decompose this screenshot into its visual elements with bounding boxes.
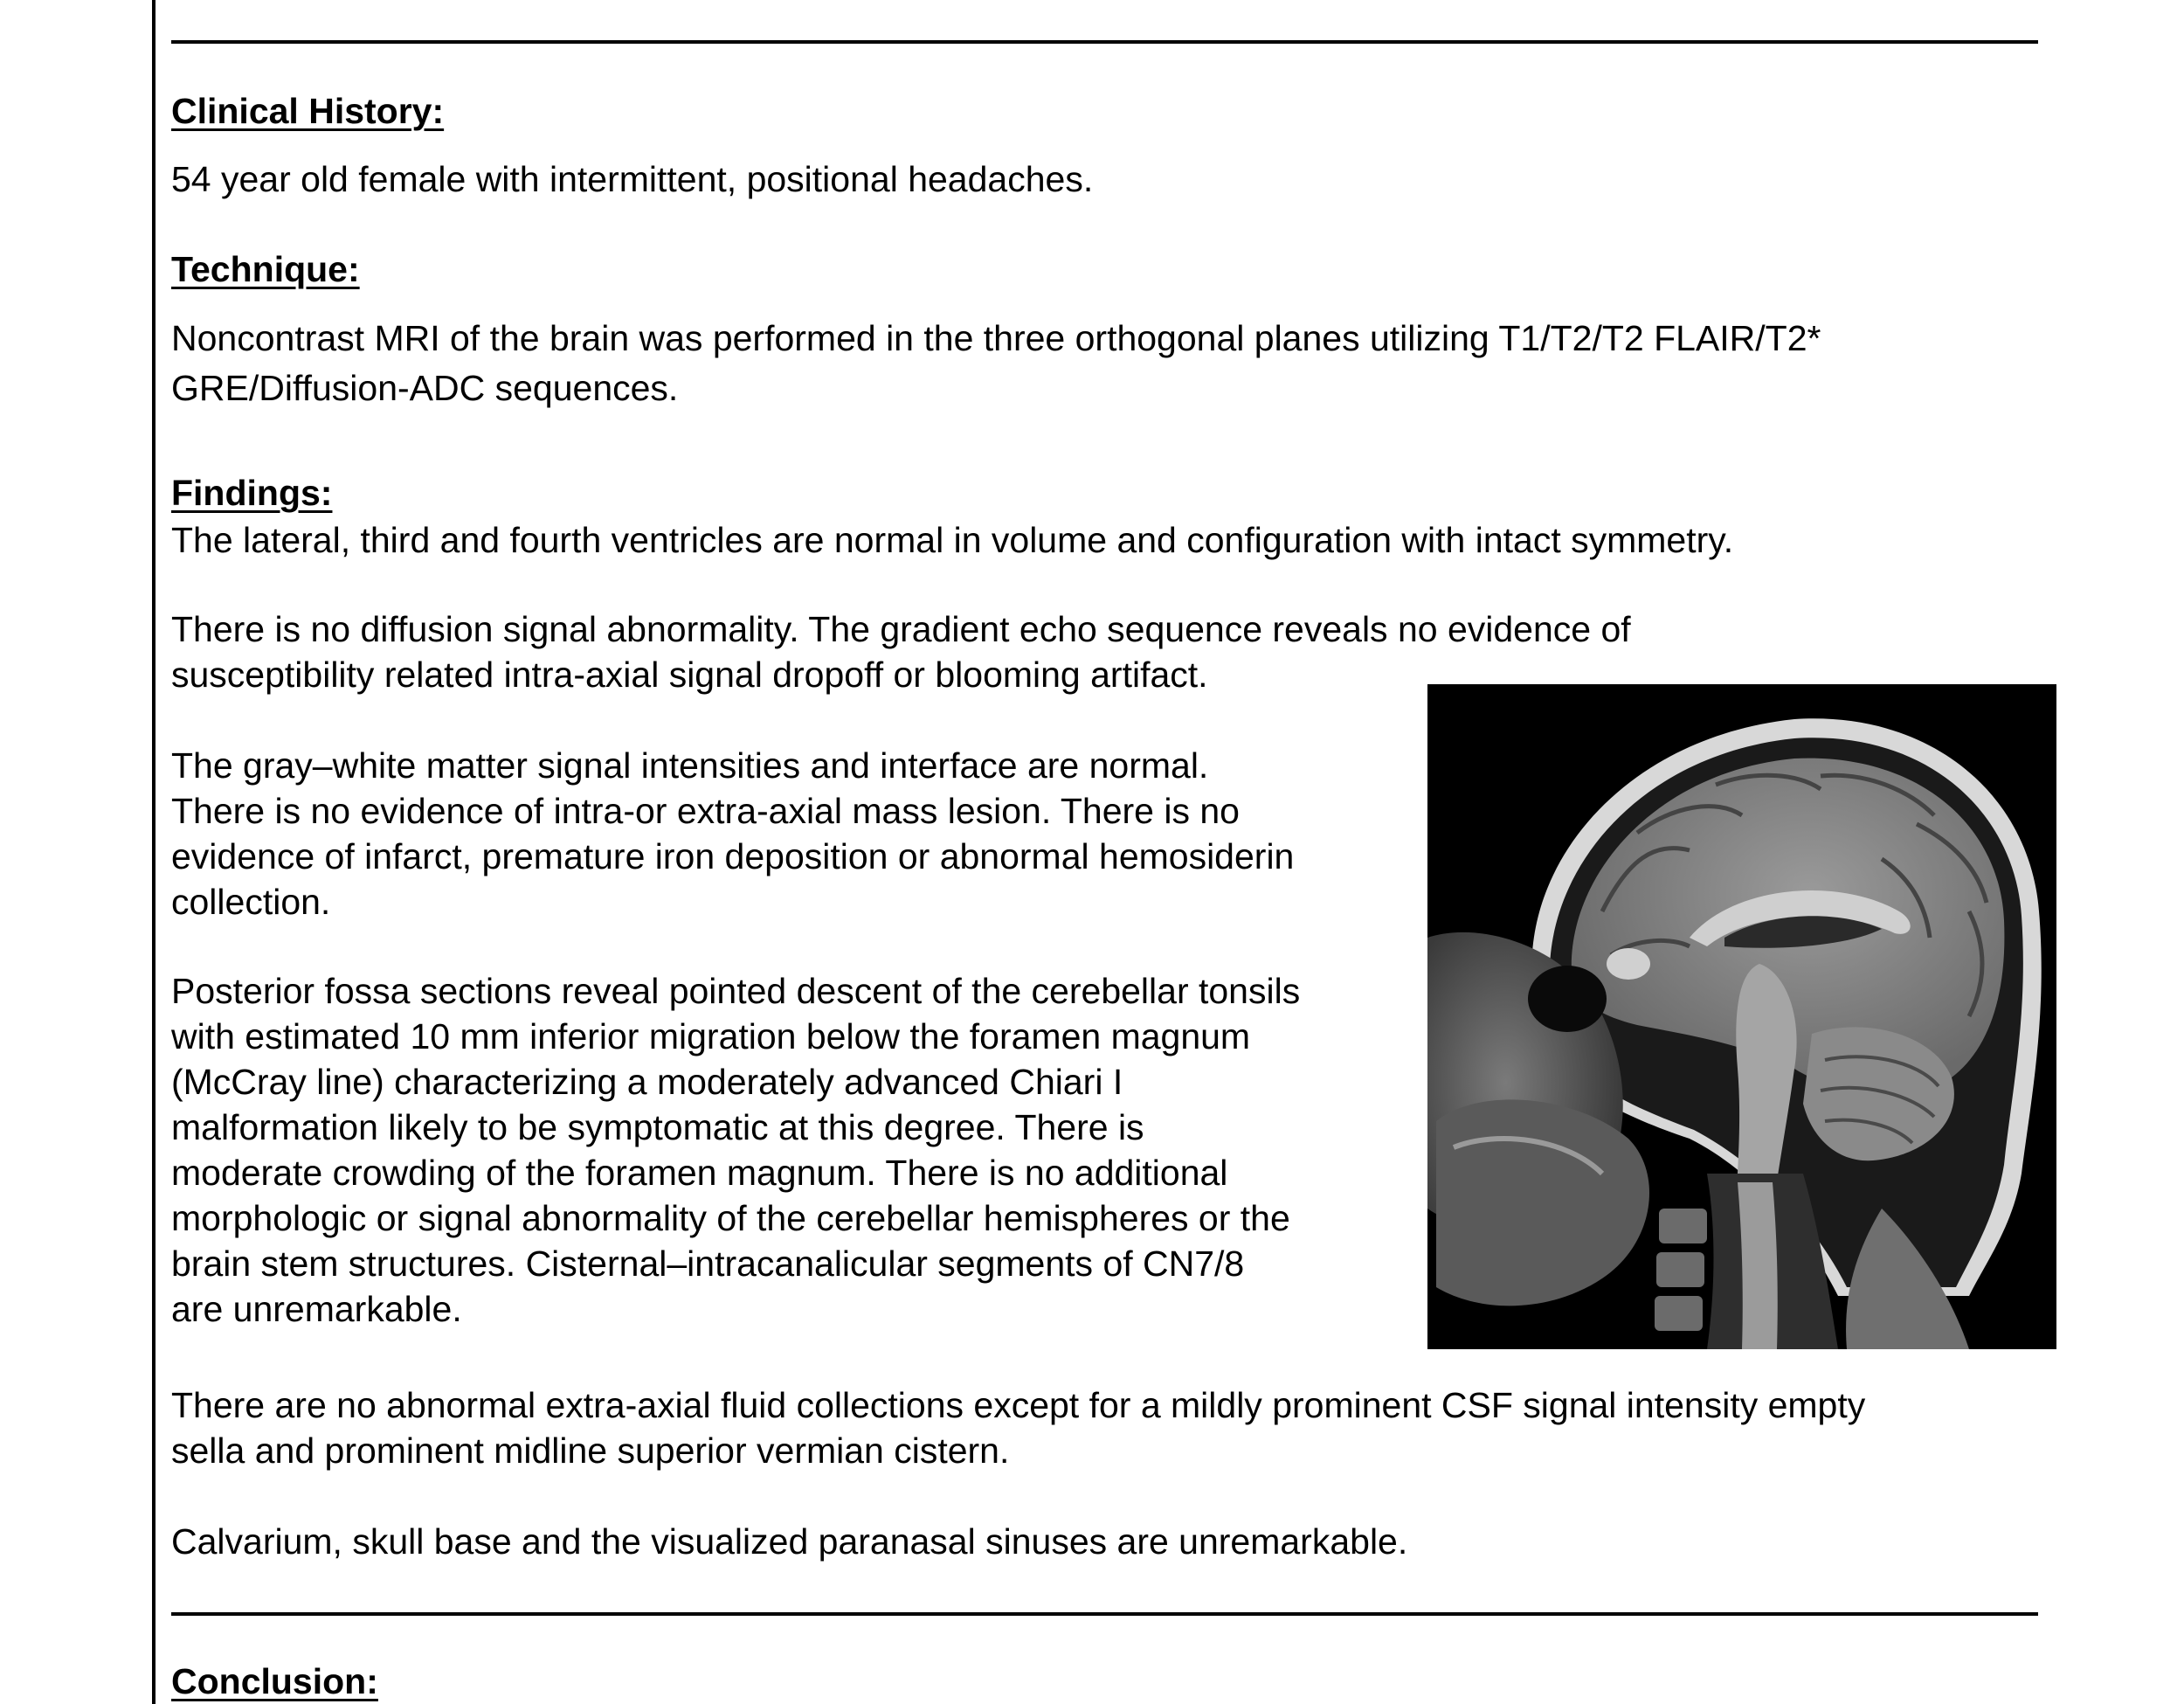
findings-heading: Findings: <box>171 473 333 513</box>
findings-paragraph-4-line-5: moderate crowding of the foramen magnum. There is no additional <box>171 1153 1228 1193</box>
findings-paragraph-2-line-2: susceptibility related intra-axial signal dropoff or blooming artifact. <box>171 655 1208 695</box>
technique-text-line-2: GRE/Diffusion-ADC sequences. <box>171 368 679 408</box>
findings-paragraph-3-line-4: collection. <box>171 882 331 922</box>
findings-paragraph-1: The lateral, third and fourth ventricles are normal in volume and configuration with intact symmetry. <box>171 520 1734 560</box>
findings-paragraph-6: Calvarium, skull base and the visualized paranasal sinuses are unremarkable. <box>171 1521 1408 1562</box>
findings-paragraph-3-line-1: The gray–white matter signal intensities and interface are normal. <box>171 745 1209 786</box>
conclusion-heading: Conclusion: <box>171 1661 378 1701</box>
pituitary-region <box>1607 948 1650 980</box>
findings-paragraph-4-line-4: malformation likely to be symptomatic at this degree. There is <box>171 1107 1144 1147</box>
findings-paragraph-2-line-1: There is no diffusion signal abnormality. The gradient echo sequence reveals no evidence of <box>171 609 1631 649</box>
findings-paragraph-5-line-2: sella and prominent midline superior vermian cistern. <box>171 1430 1010 1471</box>
mri-sagittal-image <box>1427 684 2056 1349</box>
findings-paragraph-3-line-3: evidence of infarct, premature iron deposition or abnormal hemosiderin <box>171 836 1295 876</box>
findings-paragraph-4-line-3: (McCray line) characterizing a moderately advanced Chiari I <box>171 1062 1123 1102</box>
findings-paragraph-3-line-2: There is no evidence of intra-or extra-axial mass lesion. There is no <box>171 791 1240 831</box>
technique-heading: Technique: <box>171 249 360 289</box>
mri-sagittal-illustration <box>1427 684 2056 1349</box>
clinical-history-text: 54 year old female with intermittent, positional headaches. <box>171 159 1094 199</box>
top-divider <box>171 40 2038 44</box>
findings-paragraph-4-line-8: are unremarkable. <box>171 1289 462 1329</box>
findings-paragraph-5-line-1: There are no abnormal extra-axial fluid collections except for a mildly prominent CSF signal intensity empty <box>171 1385 1866 1425</box>
page-left-border <box>152 0 156 1704</box>
bottom-divider <box>171 1612 2038 1616</box>
findings-paragraph-4-line-7: brain stem structures. Cisternal–intracanalicular segments of CN7/8 <box>171 1243 1245 1284</box>
findings-paragraph-4-line-1: Posterior fossa sections reveal pointed descent of the cerebellar tonsils <box>171 971 1301 1011</box>
technique-text-line-1: Noncontrast MRI of the brain was performed in the three orthogonal planes utilizing T1/T2/T2 FLAIR/T2* <box>171 318 1821 358</box>
spinal-cord <box>1738 1182 1778 1349</box>
clinical-history-heading: Clinical History: <box>171 91 445 131</box>
sphenoid-sinus <box>1528 966 1607 1032</box>
vertebrae <box>1655 1209 1707 1331</box>
findings-paragraph-4-line-2: with estimated 10 mm inferior migration below the foramen magnum <box>171 1016 1251 1056</box>
findings-paragraph-4-line-6: morphologic or signal abnormality of the cerebellar hemispheres or the <box>171 1198 1290 1238</box>
